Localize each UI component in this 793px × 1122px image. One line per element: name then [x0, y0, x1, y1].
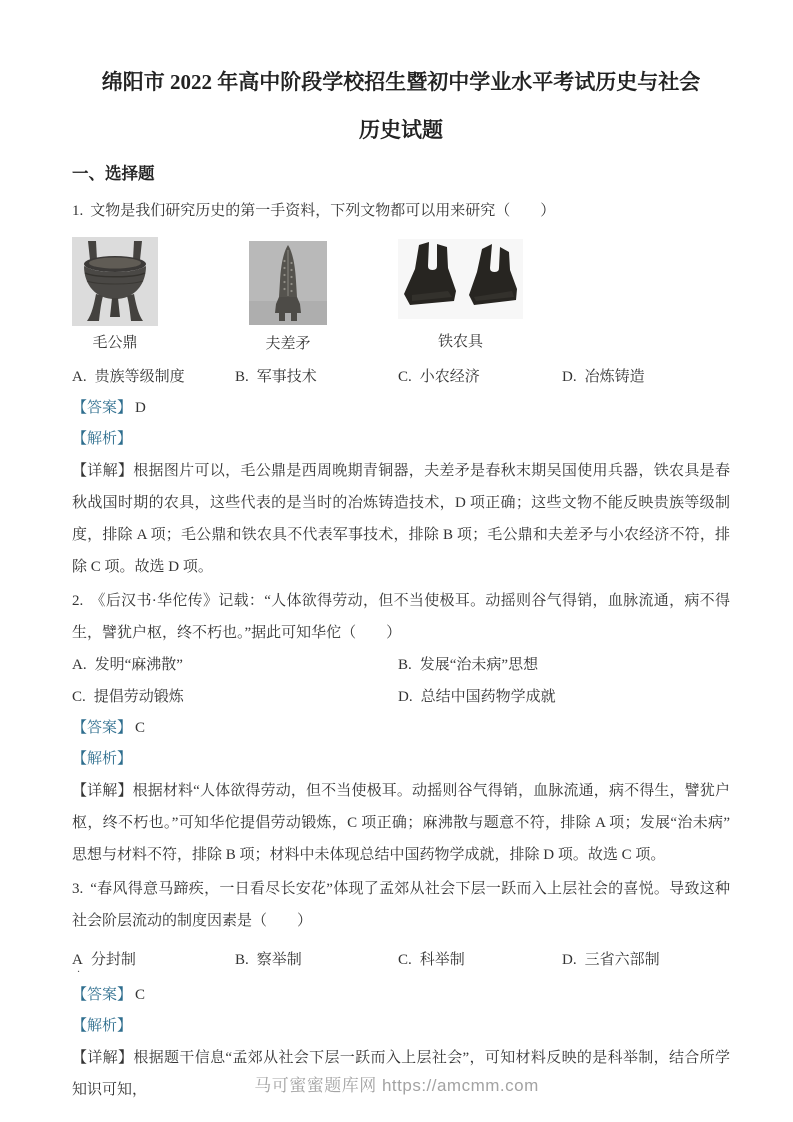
title-line-2: 历史试题: [359, 118, 443, 142]
question-3-analysis-line: [72, 1011, 730, 1042]
page-title: [72, 58, 730, 154]
question-3-option-c: [398, 944, 562, 976]
question-1-number: 1.: [72, 203, 84, 219]
option-text: 分封制: [90, 952, 136, 968]
question-1-options: [72, 361, 730, 393]
question-1-option-c: [398, 361, 562, 393]
question-2-stem: 《后汉书·华佗传》记载：“人体欲得劳动，但不当使极耳。动摇则谷气得销，血脉流通，病不得生，譬犹户枢，终不朽也。”据此可知华佗（ ）: [72, 593, 730, 641]
question-3-option-a: [72, 944, 235, 976]
question-2-option-b: [398, 649, 730, 681]
figure-caption-iron-farm-tools: 铁农具: [437, 334, 483, 350]
option-text: 三省六部制: [584, 952, 660, 968]
watermark-footer: 马可蜜蜜题库网 https://amcmm.com: [254, 1076, 539, 1095]
question-2-option-a: [72, 649, 398, 681]
iron-farm-tools-icon: [398, 239, 523, 319]
question-1-option-a: [72, 361, 235, 393]
analysis-label: 【解析】: [72, 1018, 133, 1034]
question-1-option-b: [235, 361, 398, 393]
option-text: 贵族等级制度: [94, 369, 185, 385]
question-2-number: 2.: [72, 593, 84, 609]
question-2-options: [72, 649, 730, 713]
option-label: B.: [235, 369, 249, 385]
question-3-text: [72, 873, 730, 937]
option-text: 冶炼铸造: [584, 369, 645, 385]
bronze-spear-icon: [249, 241, 327, 325]
question-3-answer-line: [72, 980, 730, 1011]
option-text: 提倡劳动锻炼: [93, 689, 184, 705]
answer-letter: C: [135, 720, 146, 736]
question-1-stem: 文物是我们研究历史的第一手资料，下列文物都可以用来研究（ ）: [90, 203, 556, 219]
question-2-option-c: [72, 681, 398, 713]
question-2: [72, 585, 730, 871]
option-label: D.: [562, 369, 577, 385]
title-line-1: 绵阳市 2022 年高中阶段学校招生暨初中学业水平考试历史与社会: [101, 70, 701, 94]
question-3-options: [72, 944, 730, 976]
option-label: A: [72, 952, 83, 968]
question-1-analysis-line: [72, 424, 730, 455]
detail-text: 根据图片可以，毛公鼎是西周晚期青铜器，夫差矛是春秋末期吴国使用兵器，铁农具是春秋战国时期的农具，这些代表的是当时的冶炼铸造技术，D 项正确；这些文物不能反映贵族等级制度，排除 A 项；毛公鼎和铁农具不代表军事技术，排除 B 项；毛公鼎和夫差矛与小农经济不符，排除 C 项。故选 D 项。: [72, 463, 730, 575]
option-text: 军事技术: [256, 369, 317, 385]
option-label: D.: [562, 952, 577, 968]
option-label: A.: [72, 657, 87, 673]
answer-label: 【答案】: [72, 987, 133, 1003]
stray-period-mark: ．: [77, 964, 87, 975]
answer-label: 【答案】: [72, 400, 133, 416]
figure-caption-mao-gong-ding: 毛公鼎: [92, 335, 138, 351]
question-1-option-d: [562, 361, 730, 393]
option-label: C.: [398, 952, 412, 968]
question-1: [72, 195, 730, 583]
section-heading-multiple-choice: 一、选择题: [72, 164, 155, 183]
option-text: 小农经济: [419, 369, 480, 385]
detail-text: 根据题干信息“孟郊从社会下层一跃而入上层社会”，可知材料反映的是科举制，结合所学知识可知，: [72, 1050, 730, 1098]
option-label: A.: [72, 369, 87, 385]
analysis-label: 【解析】: [72, 431, 133, 447]
question-1-answer-line: [72, 393, 730, 424]
question-3-stem: “春风得意马蹄疾，一日看尽长安花”体现了孟郊从社会下层一跃而入上层社会的喜悦。导致这种社会阶层流动的制度因素是（ ）: [72, 881, 730, 929]
analysis-label: 【解析】: [72, 751, 133, 767]
question-2-text: [72, 585, 730, 649]
option-label: D.: [398, 689, 413, 705]
detail-text: 根据材料“人体欲得劳动，但不当使极耳。动摇则谷气得销，血脉流通，病不得生，譬犹户枢，终不朽也。”可知华佗提倡劳动锻炼，C 项正确；麻沸散与题意不符，排除 A 项；发展“治未病”思想与材料不符，排除 B 项；材料中未体现总结中国药物学成就，排除 D 项。故选 C 项。: [72, 783, 730, 863]
detail-label: 【详解】: [72, 1050, 134, 1066]
question-1-text: [72, 195, 730, 227]
option-text: 发展“治未病”思想: [419, 657, 539, 673]
figure-caption-fu-chai-spear: 夫差矛: [265, 336, 311, 352]
question-2-detail: [72, 775, 730, 871]
figure-fu-chai-spear: [249, 241, 327, 354]
option-label: B.: [235, 952, 249, 968]
answer-label: 【答案】: [72, 720, 133, 736]
answer-letter: C: [135, 987, 146, 1003]
option-label: B.: [398, 657, 412, 673]
question-2-answer-line: [72, 713, 730, 744]
bronze-ding-icon: [72, 237, 158, 326]
question-3-option-d: [562, 944, 730, 976]
detail-label: 【详解】: [72, 463, 134, 479]
question-3-option-b: [235, 944, 398, 976]
question-1-figures: [72, 237, 730, 354]
option-text: 发明“麻沸散”: [94, 657, 183, 673]
option-text: 察举制: [256, 952, 302, 968]
figure-mao-gong-ding: [72, 237, 158, 353]
answer-letter: D: [135, 400, 146, 416]
detail-label: 【详解】: [72, 783, 133, 799]
option-label: C.: [72, 689, 86, 705]
option-text: 总结中国药物学成就: [420, 689, 556, 705]
option-label: C.: [398, 369, 412, 385]
question-3-number: 3.: [72, 881, 84, 897]
figure-iron-farm-tools: [398, 239, 523, 352]
question-2-analysis-line: [72, 744, 730, 775]
question-1-detail: [72, 455, 730, 583]
option-text: 科举制: [419, 952, 465, 968]
question-2-option-d: [398, 681, 730, 713]
